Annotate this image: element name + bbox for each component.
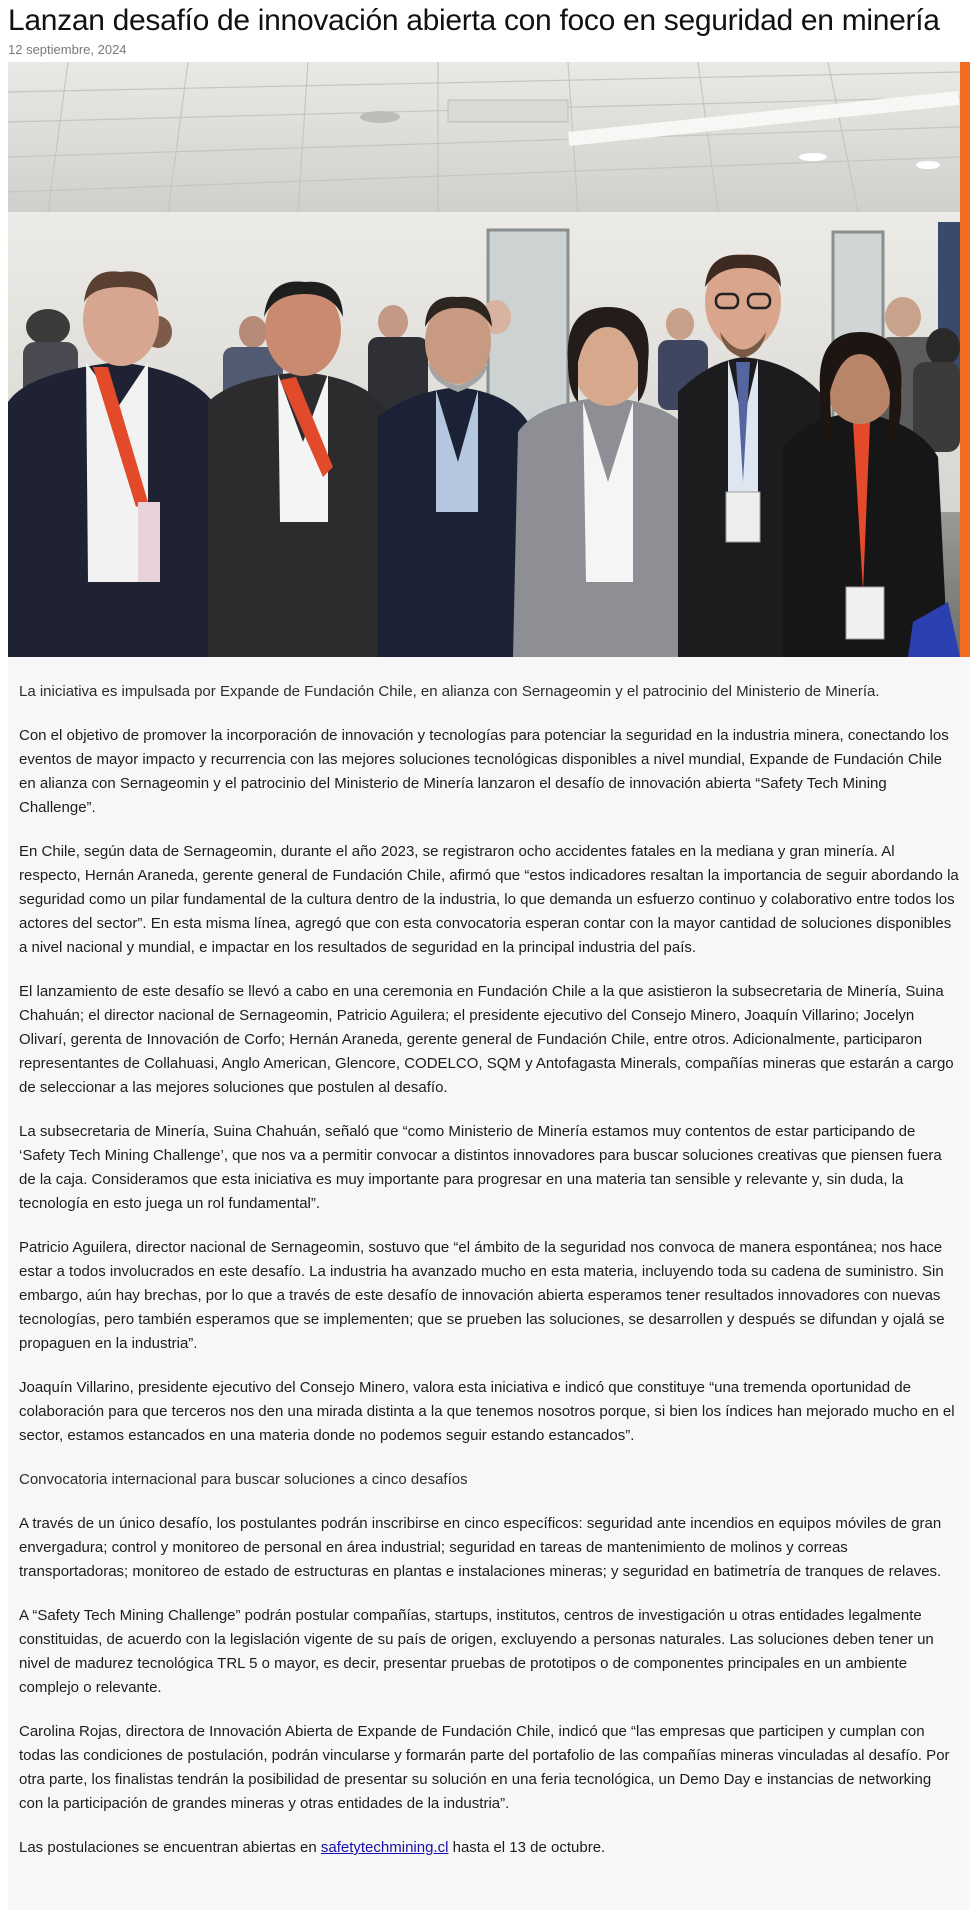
closing-paragraph bbox=[19, 1836, 959, 1860]
hero-photo bbox=[8, 62, 960, 657]
group-photo-illustration bbox=[8, 62, 960, 657]
paragraph: A “Safety Tech Mining Challenge” podrán postular compañías, startups, institutos, centros de investigación u otras entidades legalmente constituidas, de acuerdo con la legislación vigente de su país de origen, excluyendo a personas naturales. Las soluciones deben tener un nivel de madurez tecnológica TRL 5 o mayor, es decir, presentar pruebas de prototipos o de componentes principales en un ambiente complejo o relevante. bbox=[19, 1607, 934, 1696]
paragraph: Con el objetivo de promover la incorporación de innovación y tecnologías para potenciar la seguridad en la industria minera, conectando los eventos de mayor impacto y recurrencia con las mejores soluciones tecnológicas disponibles a nivel mundial, Expande de Fundación Chile en alianza con Sernageomin y el patrocinio del Ministerio de Minería lanzaron el desafío de innovación abierta “Safety Tech Mining Challenge”. bbox=[19, 727, 949, 816]
section-subheading: Convocatoria internacional para buscar soluciones a cinco desafíos bbox=[19, 1471, 468, 1488]
article-lead: La iniciativa es impulsada por Expande de Fundación Chile, en alianza con Sernageomin y el patrocinio del Ministerio de Minería. bbox=[19, 683, 880, 700]
article-title: Lanzan desafío de innovación abierta con foco en seguridad en minería bbox=[8, 4, 940, 37]
closing-text-after: hasta el 13 de octubre. bbox=[448, 1839, 606, 1856]
paragraph: Carolina Rojas, directora de Innovación Abierta de Expande de Fundación Chile, indicó que “las empresas que participen y cumplan con todas las condiciones de postulación, podrán vincularse y formarán parte del portafolio de las compañías mineras vinculadas al desafío. Por otra parte, los finalistas tendrán la posibilidad de presentar su solución en una feria tecnológica, un Demo Day e instancias de networking con la participación de grandes mineras y otras entidades de la industria”. bbox=[19, 1723, 950, 1812]
safetytechmining-link[interactable]: safetytechmining.cl bbox=[320, 1839, 449, 1856]
paragraph: El lanzamiento de este desafío se llevó a cabo en una ceremonia en Fundación Chile a la que asistieron la subsecretaria de Minería, Suina Chahuán; el director nacional de Sernageomin, Patricio Aguilera; el presidente ejecutivo del Consejo Minero, Joaquín Villarino; Jocelyn Olivarí, gerenta de Innovación de Corfo; Hernán Araneda, gerente general de Fundación Chile, entre otros. Adicionalmente, participaron representantes de Collahuasi, Anglo American, Glencore, CODELCO, SQM y Antofagasta Minerals, compañías mineras que estarán a cargo de seleccionar a las mejores soluciones que postulen al desafío. bbox=[19, 983, 954, 1096]
hero-image-container bbox=[8, 62, 970, 657]
paragraph: En Chile, según data de Sernageomin, durante el año 2023, se registraron ocho accidentes fatales en la mediana y gran minería. Al respecto, Hernán Araneda, gerente general de Fundación Chile, afirmó que “estos indicadores resaltan la importancia de seguir abordando la seguridad como un pilar fundamental de la cultura dentro de la industria, lo que demanda un esfuerzo continuo y colaborativo entre todos los actores del sector”. En esta misma línea, agregó que con esta convocatoria esperan contar con la mayor cantidad de soluciones disponibles a nivel nacional y mundial, e impactar en los resultados de seguridad en la principal industria del país. bbox=[19, 843, 959, 956]
article-header bbox=[0, 0, 979, 58]
accent-bar bbox=[960, 62, 970, 657]
paragraph: Joaquín Villarino, presidente ejecutivo del Consejo Minero, valora esta iniciativa e indicó que constituye “una tremenda oportunidad de colaboración para que terceros nos den una mirada distinta a la que tenemos nosotros porque, si bien los índices han mejorado mucho en el sector, estamos estancados en una materia donde no podemos seguir estando estancados”. bbox=[19, 1379, 955, 1444]
article-date: 12 septiembre, 2024 bbox=[8, 42, 127, 57]
closing-text-before: Las postulaciones se encuentran abiertas en bbox=[19, 1839, 321, 1856]
article-body bbox=[8, 657, 970, 1910]
paragraph: A través de un único desafío, los postulantes podrán inscribirse en cinco específicos: seguridad ante incendios en equipos móviles de gran envergadura; control y monitoreo de personal en área industrial; seguridad en tareas de mantenimiento de molinos y correas transportadoras; monitoreo de estado de estructuras en plantas e instalaciones mineras; y seguridad en batimetría de tranques de relaves. bbox=[19, 1515, 942, 1580]
paragraph: Patricio Aguilera, director nacional de Sernageomin, sostuvo que “el ámbito de la seguridad nos convoca de manera espontánea; nos hace estar a todos involucrados en este desafío. La industria ha avanzado mucho en esta materia, incluyendo toda su cadena de suministro. Sin embargo, aún hay brechas, por lo que a través de este desafío de innovación abierta esperamos tener resultados innovadores con nuevas tecnologías, pero también esperamos que se implementen; que se prueben las soluciones, se desarrollen y después se difundan y ojalá se propaguen en la industria”. bbox=[19, 1239, 945, 1352]
paragraph: La subsecretaria de Minería, Suina Chahuán, señaló que “como Ministerio de Minería estamos muy contentos de estar participando de ‘Safety Tech Mining Challenge’, que nos va a permitir convocar a distintos innovadores para buscar soluciones creativas que piensen fuera de la caja. Consideramos que esta iniciativa es muy importante para progresar en una materia tan sensible y relevante y, sin duda, la tecnología en esto juega un rol fundamental”. bbox=[19, 1123, 942, 1212]
